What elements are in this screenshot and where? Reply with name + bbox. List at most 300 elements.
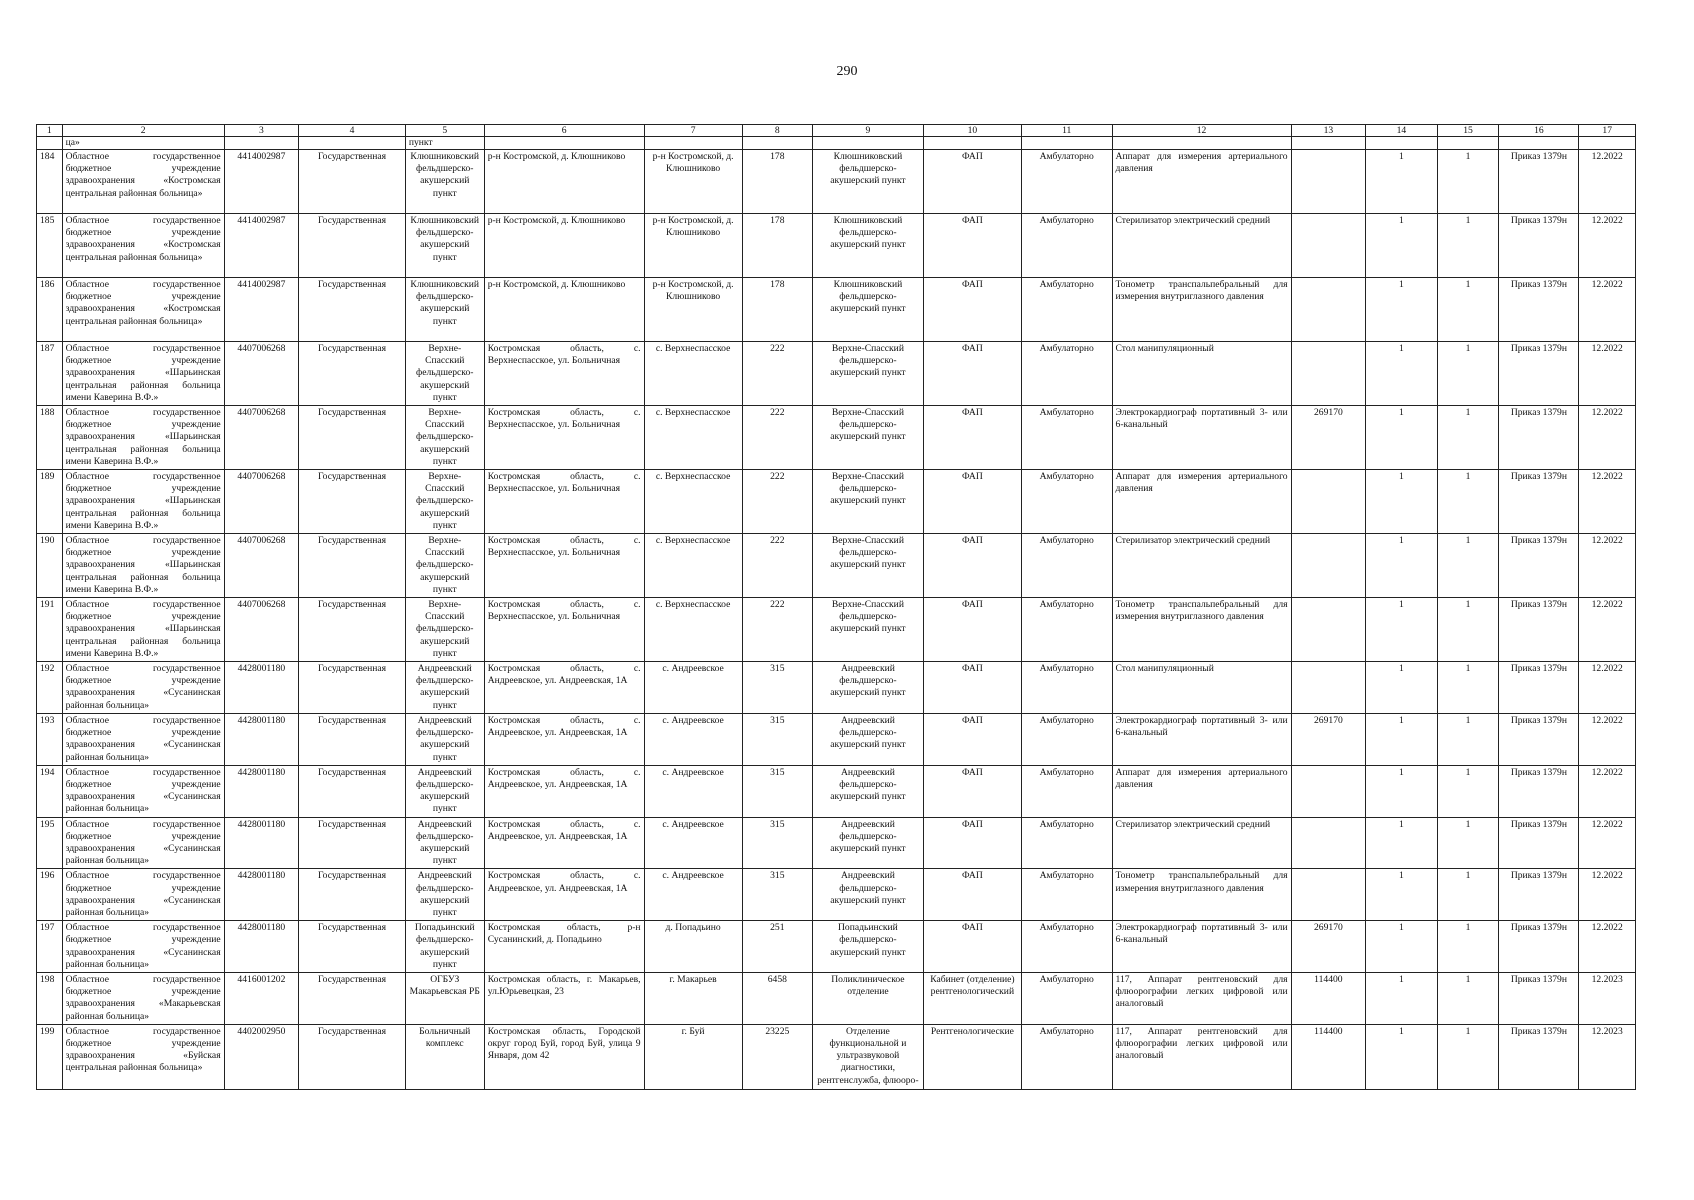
cell-quantity-2: 1 <box>1437 470 1499 534</box>
cell-row-number <box>37 137 63 150</box>
cell-quantity-2: 1 <box>1437 278 1499 342</box>
cell-ownership: Государственная <box>299 921 406 973</box>
cell-quantity-1: 1 <box>1366 278 1437 342</box>
cell-care-mode: Амбулаторно <box>1021 1024 1112 1089</box>
cell-row-number: 196 <box>37 869 63 921</box>
cell-room-type: ФАП <box>923 765 1021 817</box>
cell-ownership: Государственная <box>299 817 406 869</box>
cell-price <box>1291 817 1366 869</box>
cell-equipment: 117, Аппарат рентгеновский для флюорографии легких цифровой или аналоговый <box>1112 972 1291 1024</box>
cell-organization: Областное государственное бюджетное учреждение здравоохранения «Шарьинская центральная районная больница имени Каверина В.Ф.» <box>62 342 224 406</box>
cell-organization: Областное государственное бюджетное учреждение здравоохранения «Макарьевская районная больница» <box>62 972 224 1024</box>
cell-care-mode <box>1021 137 1112 150</box>
cell-address: Костромская область, с. Андреевское, ул. Андреевская, 1А <box>484 869 644 921</box>
cell-room-type: ФАП <box>923 150 1021 214</box>
cell-organization: Областное государственное бюджетное учреждение здравоохранения «Сусанинская районная больница» <box>62 713 224 765</box>
cell-price <box>1291 278 1366 342</box>
cell-quantity-1: 1 <box>1366 214 1437 278</box>
cell-row-number: 189 <box>37 470 63 534</box>
cell-care-mode: Амбулаторно <box>1021 817 1112 869</box>
cell-quantity-1: 1 <box>1366 598 1437 662</box>
cell-inn <box>224 137 299 150</box>
cell-room-type: ФАП <box>923 713 1021 765</box>
cell-settlement: с. Андреевское <box>644 817 742 869</box>
cell-quantity-1: 1 <box>1366 1024 1437 1089</box>
cell-quantity-2: 1 <box>1437 662 1499 714</box>
cell-inn: 4407006268 <box>224 598 299 662</box>
cell-settlement: с. Верхнеспасское <box>644 470 742 534</box>
cell-department: Верхне-Спасский фельдшерско-акушерский пункт <box>812 406 923 470</box>
cell-care-mode: Амбулаторно <box>1021 534 1112 598</box>
cell-row-number: 192 <box>37 662 63 714</box>
cell-population: 315 <box>742 869 812 921</box>
continuation-row <box>37 137 1636 150</box>
cell-ownership: Государственная <box>299 1024 406 1089</box>
cell-population: 178 <box>742 278 812 342</box>
cell-inn: 4428001180 <box>224 817 299 869</box>
cell-room-type: ФАП <box>923 406 1021 470</box>
cell-quantity-2: 1 <box>1437 972 1499 1024</box>
cell-population: 222 <box>742 598 812 662</box>
table-row <box>37 214 1636 278</box>
cell-quantity-2: 1 <box>1437 765 1499 817</box>
cell-room-type: ФАП <box>923 662 1021 714</box>
cell-equipment: Стерилизатор электрический средний <box>1112 214 1291 278</box>
cell-quantity-2: 1 <box>1437 1024 1499 1089</box>
cell-inn: 4428001180 <box>224 662 299 714</box>
cell-organization: Областное государственное бюджетное учреждение здравоохранения «Сусанинская районная больница» <box>62 921 224 973</box>
table-row <box>37 598 1636 662</box>
table-row <box>37 1024 1636 1089</box>
cell-ownership: Государственная <box>299 972 406 1024</box>
cell-organization: Областное государственное бюджетное учреждение здравоохранения «Сусанинская районная больница» <box>62 817 224 869</box>
cell-settlement: д. Попадьино <box>644 921 742 973</box>
cell-address: Костромская область, Городской округ город Буй, город Буй, улица 9 Января, дом 42 <box>484 1024 644 1089</box>
cell-department: 9 <box>812 125 923 137</box>
cell-organization: Областное государственное бюджетное учреждение здравоохранения «Сусанинская районная больница» <box>62 765 224 817</box>
cell-department: Попадьинский фельдшерско-акушерский пункт <box>812 921 923 973</box>
cell-settlement: с. Андреевское <box>644 765 742 817</box>
table-row <box>37 972 1636 1024</box>
cell-quantity-1: 1 <box>1366 972 1437 1024</box>
cell-row-number: 186 <box>37 278 63 342</box>
cell-ownership: Государственная <box>299 342 406 406</box>
cell-address: 6 <box>484 125 644 137</box>
cell-quantity-2: 15 <box>1437 125 1499 137</box>
cell-room-type: ФАП <box>923 598 1021 662</box>
cell-quantity-1: 1 <box>1366 713 1437 765</box>
cell-address: р-н Костромской, д. Клюшниково <box>484 214 644 278</box>
table-row <box>37 470 1636 534</box>
cell-quantity-2: 1 <box>1437 214 1499 278</box>
cell-order: Приказ 1379н <box>1499 150 1579 214</box>
cell-room-type: ФАП <box>923 817 1021 869</box>
cell-room-type: Кабинет (отделение) рентгенологический <box>923 972 1021 1024</box>
cell-date: 12.2023 <box>1579 972 1636 1024</box>
cell-equipment: Стерилизатор электрический средний <box>1112 534 1291 598</box>
cell-date: 12.2022 <box>1579 765 1636 817</box>
cell-ownership: Государственная <box>299 534 406 598</box>
cell-row-number: 199 <box>37 1024 63 1089</box>
cell-unit-name: Андреевский фельдшерско-акушерский пункт <box>405 662 484 714</box>
cell-inn: 3 <box>224 125 299 137</box>
cell-room-type: ФАП <box>923 214 1021 278</box>
cell-inn: 4414002987 <box>224 150 299 214</box>
cell-settlement: 7 <box>644 125 742 137</box>
cell-unit-name: Клюшниковский фельдшерско-акушерский пункт <box>405 214 484 278</box>
cell-room-type: ФАП <box>923 869 1021 921</box>
cell-department: Клюшниковский фельдшерско-акушерский пункт <box>812 278 923 342</box>
cell-settlement: с. Андреевское <box>644 713 742 765</box>
cell-ownership: Государственная <box>299 713 406 765</box>
table-row <box>37 342 1636 406</box>
cell-care-mode: Амбулаторно <box>1021 342 1112 406</box>
cell-row-number: 194 <box>37 765 63 817</box>
cell-date: 12.2022 <box>1579 278 1636 342</box>
cell-ownership: Государственная <box>299 278 406 342</box>
cell-settlement: с. Андреевское <box>644 662 742 714</box>
cell-price <box>1291 470 1366 534</box>
cell-equipment: Стерилизатор электрический средний <box>1112 817 1291 869</box>
cell-date: 12.2022 <box>1579 662 1636 714</box>
cell-unit-name: 5 <box>405 125 484 137</box>
cell-price <box>1291 869 1366 921</box>
cell-department: Клюшниковский фельдшерско-акушерский пункт <box>812 150 923 214</box>
cell-settlement: с. Верхнеспасское <box>644 598 742 662</box>
cell-address: р-н Костромской, д. Клюшниково <box>484 150 644 214</box>
cell-unit-name: Андреевский фельдшерско-акушерский пункт <box>405 765 484 817</box>
cell-quantity-1: 1 <box>1366 406 1437 470</box>
cell-department: Андреевский фельдшерско-акушерский пункт <box>812 869 923 921</box>
cell-organization: Областное государственное бюджетное учреждение здравоохранения «Шарьинская центральная районная больница имени Каверина В.Ф.» <box>62 406 224 470</box>
cell-row-number: 193 <box>37 713 63 765</box>
cell-price <box>1291 765 1366 817</box>
cell-quantity-2: 1 <box>1437 713 1499 765</box>
cell-inn: 4428001180 <box>224 921 299 973</box>
table-row <box>37 150 1636 214</box>
cell-organization: Областное государственное бюджетное учреждение здравоохранения «Костромская центральная районная больница» <box>62 214 224 278</box>
table-row <box>37 534 1636 598</box>
cell-population: 222 <box>742 534 812 598</box>
cell-inn: 4402002950 <box>224 1024 299 1089</box>
cell-settlement: с. Верхнеспасское <box>644 534 742 598</box>
cell-quantity-1: 1 <box>1366 765 1437 817</box>
cell-unit-name: пункт <box>405 137 484 150</box>
table-row <box>37 406 1636 470</box>
cell-order: Приказ 1379н <box>1499 713 1579 765</box>
cell-price: 114400 <box>1291 1024 1366 1089</box>
cell-unit-name: Андреевский фельдшерско-акушерский пункт <box>405 713 484 765</box>
cell-order: Приказ 1379н <box>1499 921 1579 973</box>
cell-row-number: 191 <box>37 598 63 662</box>
cell-settlement: р-н Костромской, д. Клюшниково <box>644 150 742 214</box>
page-number: 290 <box>836 64 858 79</box>
cell-population: 222 <box>742 406 812 470</box>
cell-date: 12.2022 <box>1579 921 1636 973</box>
cell-room-type: ФАП <box>923 342 1021 406</box>
cell-quantity-2: 1 <box>1437 406 1499 470</box>
cell-date: 12.2022 <box>1579 817 1636 869</box>
cell-ownership <box>299 137 406 150</box>
cell-price <box>1291 598 1366 662</box>
cell-department: Андреевский фельдшерско-акушерский пункт <box>812 713 923 765</box>
cell-order: Приказ 1379н <box>1499 278 1579 342</box>
cell-organization: Областное государственное бюджетное учреждение здравоохранения «Шарьинская центральная районная больница имени Каверина В.Ф.» <box>62 470 224 534</box>
cell-inn: 4407006268 <box>224 406 299 470</box>
cell-care-mode: Амбулаторно <box>1021 921 1112 973</box>
cell-price <box>1291 662 1366 714</box>
table-row <box>37 765 1636 817</box>
cell-order: Приказ 1379н <box>1499 534 1579 598</box>
cell-equipment: Аппарат для измерения артериального давления <box>1112 150 1291 214</box>
cell-equipment: Аппарат для измерения артериального давления <box>1112 470 1291 534</box>
cell-unit-name: Верхне-Спасский фельдшерско-акушерский пункт <box>405 470 484 534</box>
cell-department: Поликлиническое отделение <box>812 972 923 1024</box>
cell-room-type: ФАП <box>923 278 1021 342</box>
cell-organization: Областное государственное бюджетное учреждение здравоохранения «Костромская центральная районная больница» <box>62 278 224 342</box>
cell-ownership: 4 <box>299 125 406 137</box>
cell-unit-name: Андреевский фельдшерско-акушерский пункт <box>405 817 484 869</box>
cell-address: Костромская область, р-н Сусанинский, д. Попадьино <box>484 921 644 973</box>
cell-department: Верхне-Спасский фельдшерско-акушерский пункт <box>812 470 923 534</box>
cell-quantity-1: 14 <box>1366 125 1437 137</box>
cell-address: Костромская область, с. Верхнеспасское, ул. Больничная <box>484 598 644 662</box>
cell-quantity-1: 1 <box>1366 534 1437 598</box>
cell-ownership: Государственная <box>299 765 406 817</box>
cell-address: р-н Костромской, д. Клюшниково <box>484 278 644 342</box>
cell-price <box>1291 214 1366 278</box>
cell-address: Костромская область, с. Андреевское, ул. Андреевская, 1А <box>484 713 644 765</box>
cell-quantity-1 <box>1366 137 1437 150</box>
cell-department: Андреевский фельдшерско-акушерский пункт <box>812 817 923 869</box>
cell-inn: 4428001180 <box>224 765 299 817</box>
cell-row-number: 195 <box>37 817 63 869</box>
cell-quantity-1: 1 <box>1366 662 1437 714</box>
cell-address: Костромская область, с. Верхнеспасское, ул. Больничная <box>484 406 644 470</box>
cell-organization: ца» <box>62 137 224 150</box>
cell-quantity-1: 1 <box>1366 869 1437 921</box>
column-number-row <box>37 125 1636 137</box>
cell-date: 12.2022 <box>1579 470 1636 534</box>
cell-ownership: Государственная <box>299 662 406 714</box>
cell-quantity-2: 1 <box>1437 598 1499 662</box>
cell-date: 12.2022 <box>1579 713 1636 765</box>
cell-address <box>484 137 644 150</box>
cell-care-mode: Амбулаторно <box>1021 765 1112 817</box>
cell-address: Костромская область, с. Верхнеспасское, ул. Больничная <box>484 342 644 406</box>
cell-care-mode: Амбулаторно <box>1021 214 1112 278</box>
cell-order: Приказ 1379н <box>1499 972 1579 1024</box>
cell-order <box>1499 137 1579 150</box>
cell-population: 315 <box>742 713 812 765</box>
cell-population: 178 <box>742 150 812 214</box>
cell-quantity-2: 1 <box>1437 534 1499 598</box>
cell-date: 12.2022 <box>1579 406 1636 470</box>
cell-ownership: Государственная <box>299 598 406 662</box>
cell-ownership: Государственная <box>299 150 406 214</box>
cell-date: 17 <box>1579 125 1636 137</box>
cell-inn: 4407006268 <box>224 534 299 598</box>
cell-ownership: Государственная <box>299 470 406 534</box>
cell-address: Костромская область, г. Макарьев, ул.Юрьевецкая, 23 <box>484 972 644 1024</box>
cell-price: 13 <box>1291 125 1366 137</box>
cell-inn: 4407006268 <box>224 342 299 406</box>
cell-organization: Областное государственное бюджетное учреждение здравоохранения «Костромская центральная районная больница» <box>62 150 224 214</box>
table-row <box>37 869 1636 921</box>
cell-equipment: Электрокардиограф портативный 3- или 6-канальный <box>1112 713 1291 765</box>
cell-price: 269170 <box>1291 406 1366 470</box>
cell-row-number: 187 <box>37 342 63 406</box>
table-row <box>37 817 1636 869</box>
cell-equipment: Электрокардиограф портативный 3- или 6-канальный <box>1112 921 1291 973</box>
cell-care-mode: 11 <box>1021 125 1112 137</box>
cell-price <box>1291 534 1366 598</box>
table-row <box>37 278 1636 342</box>
cell-inn: 4407006268 <box>224 470 299 534</box>
table-row <box>37 713 1636 765</box>
cell-population <box>742 137 812 150</box>
cell-unit-name: Попадьинский фельдшерско-акушерский пункт <box>405 921 484 973</box>
cell-settlement: р-н Костромской, д. Клюшниково <box>644 214 742 278</box>
cell-care-mode: Амбулаторно <box>1021 150 1112 214</box>
cell-unit-name: Верхне-Спасский фельдшерско-акушерский пункт <box>405 598 484 662</box>
cell-order: Приказ 1379н <box>1499 470 1579 534</box>
cell-equipment: Стол манипуляционный <box>1112 662 1291 714</box>
cell-quantity-2: 1 <box>1437 921 1499 973</box>
cell-address: Костромская область, с. Андреевское, ул. Андреевская, 1А <box>484 817 644 869</box>
cell-department: Верхне-Спасский фельдшерско-акушерский пункт <box>812 534 923 598</box>
cell-room-type <box>923 137 1021 150</box>
cell-row-number: 184 <box>37 150 63 214</box>
cell-order: Приказ 1379н <box>1499 342 1579 406</box>
cell-organization: 2 <box>62 125 224 137</box>
cell-unit-name: Верхне-Спасский фельдшерско-акушерский пункт <box>405 534 484 598</box>
cell-population: 222 <box>742 342 812 406</box>
cell-care-mode: Амбулаторно <box>1021 662 1112 714</box>
cell-department: Андреевский фельдшерско-акушерский пункт <box>812 765 923 817</box>
cell-inn: 4428001180 <box>224 869 299 921</box>
cell-inn: 4428001180 <box>224 713 299 765</box>
cell-settlement: с. Верхнеспасское <box>644 342 742 406</box>
cell-care-mode: Амбулаторно <box>1021 406 1112 470</box>
cell-row-number: 190 <box>37 534 63 598</box>
cell-settlement <box>644 137 742 150</box>
cell-care-mode: Амбулаторно <box>1021 869 1112 921</box>
cell-quantity-1: 1 <box>1366 150 1437 214</box>
cell-date: 12.2022 <box>1579 598 1636 662</box>
cell-population: 8 <box>742 125 812 137</box>
cell-unit-name: Клюшниковский фельдшерско-акушерский пункт <box>405 150 484 214</box>
cell-order: Приказ 1379н <box>1499 817 1579 869</box>
cell-quantity-2 <box>1437 137 1499 150</box>
cell-order: Приказ 1379н <box>1499 869 1579 921</box>
cell-department <box>812 137 923 150</box>
cell-equipment: Электрокардиограф портативный 3- или 6-канальный <box>1112 406 1291 470</box>
cell-quantity-2: 1 <box>1437 869 1499 921</box>
cell-organization: Областное государственное бюджетное учреждение здравоохранения «Сусанинская районная больница» <box>62 869 224 921</box>
cell-row-number: 188 <box>37 406 63 470</box>
cell-population: 251 <box>742 921 812 973</box>
cell-price <box>1291 150 1366 214</box>
cell-order: Приказ 1379н <box>1499 1024 1579 1089</box>
cell-row-number: 185 <box>37 214 63 278</box>
cell-room-type: ФАП <box>923 534 1021 598</box>
cell-care-mode: Амбулаторно <box>1021 713 1112 765</box>
cell-unit-name: Клюшниковский фельдшерско-акушерский пункт <box>405 278 484 342</box>
cell-department: Верхне-Спасский фельдшерско-акушерский пункт <box>812 342 923 406</box>
cell-price <box>1291 137 1366 150</box>
cell-quantity-2: 1 <box>1437 150 1499 214</box>
cell-address: Костромская область, с. Андреевское, ул. Андреевская, 1А <box>484 662 644 714</box>
cell-quantity-1: 1 <box>1366 921 1437 973</box>
cell-inn: 4414002987 <box>224 278 299 342</box>
cell-unit-name: Андреевский фельдшерско-акушерский пункт <box>405 869 484 921</box>
cell-date: 12.2022 <box>1579 869 1636 921</box>
cell-date: 12.2023 <box>1579 1024 1636 1089</box>
cell-ownership: Государственная <box>299 869 406 921</box>
cell-unit-name: ОГБУЗ Макарьевская РБ <box>405 972 484 1024</box>
cell-price <box>1291 342 1366 406</box>
cell-care-mode: Амбулаторно <box>1021 972 1112 1024</box>
cell-order: 16 <box>1499 125 1579 137</box>
cell-care-mode: Амбулаторно <box>1021 278 1112 342</box>
cell-population: 6458 <box>742 972 812 1024</box>
cell-unit-name: Верхне-Спасский фельдшерско-акушерский пункт <box>405 406 484 470</box>
cell-quantity-2: 1 <box>1437 817 1499 869</box>
cell-room-type: ФАП <box>923 470 1021 534</box>
cell-organization: Областное государственное бюджетное учреждение здравоохранения «Буйская центральная районная больница» <box>62 1024 224 1089</box>
cell-department: Клюшниковский фельдшерско-акушерский пункт <box>812 214 923 278</box>
cell-room-type: Рентгенологические <box>923 1024 1021 1089</box>
cell-date: 12.2022 <box>1579 150 1636 214</box>
cell-date: 12.2022 <box>1579 214 1636 278</box>
cell-equipment: Тонометр транспальпебральный для измерения внутриглазного давления <box>1112 598 1291 662</box>
cell-settlement: р-н Костромской, д. Клюшниково <box>644 278 742 342</box>
cell-row-number: 198 <box>37 972 63 1024</box>
cell-row-number: 1 <box>37 125 63 137</box>
cell-care-mode: Амбулаторно <box>1021 470 1112 534</box>
cell-equipment: 12 <box>1112 125 1291 137</box>
table-row <box>37 921 1636 973</box>
cell-population: 315 <box>742 817 812 869</box>
cell-population: 222 <box>742 470 812 534</box>
cell-settlement: г. Макарьев <box>644 972 742 1024</box>
cell-date: 12.2022 <box>1579 342 1636 406</box>
cell-equipment: Стол манипуляционный <box>1112 342 1291 406</box>
cell-order: Приказ 1379н <box>1499 214 1579 278</box>
cell-order: Приказ 1379н <box>1499 765 1579 817</box>
cell-equipment: Аппарат для измерения артериального давления <box>1112 765 1291 817</box>
cell-quantity-2: 1 <box>1437 342 1499 406</box>
cell-date: 12.2022 <box>1579 534 1636 598</box>
cell-address: Костромская область, с. Верхнеспасское, ул. Больничная <box>484 470 644 534</box>
cell-settlement: с. Андреевское <box>644 869 742 921</box>
cell-inn: 4414002987 <box>224 214 299 278</box>
cell-address: Костромская область, с. Верхнеспасское, ул. Больничная <box>484 534 644 598</box>
cell-row-number: 197 <box>37 921 63 973</box>
cell-quantity-1: 1 <box>1366 817 1437 869</box>
cell-organization: Областное государственное бюджетное учреждение здравоохранения «Сусанинская районная больница» <box>62 662 224 714</box>
cell-room-type: ФАП <box>923 921 1021 973</box>
cell-unit-name: Больничный комплекс <box>405 1024 484 1089</box>
cell-equipment: 117, Аппарат рентгеновский для флюорографии легких цифровой или аналоговый <box>1112 1024 1291 1089</box>
cell-equipment <box>1112 137 1291 150</box>
cell-department: Андреевский фельдшерско-акушерский пункт <box>812 662 923 714</box>
cell-organization: Областное государственное бюджетное учреждение здравоохранения «Шарьинская центральная районная больница имени Каверина В.Ф.» <box>62 534 224 598</box>
cell-quantity-1: 1 <box>1366 342 1437 406</box>
cell-order: Приказ 1379н <box>1499 662 1579 714</box>
cell-organization: Областное государственное бюджетное учреждение здравоохранения «Шарьинская центральная районная больница имени Каверина В.Ф.» <box>62 598 224 662</box>
